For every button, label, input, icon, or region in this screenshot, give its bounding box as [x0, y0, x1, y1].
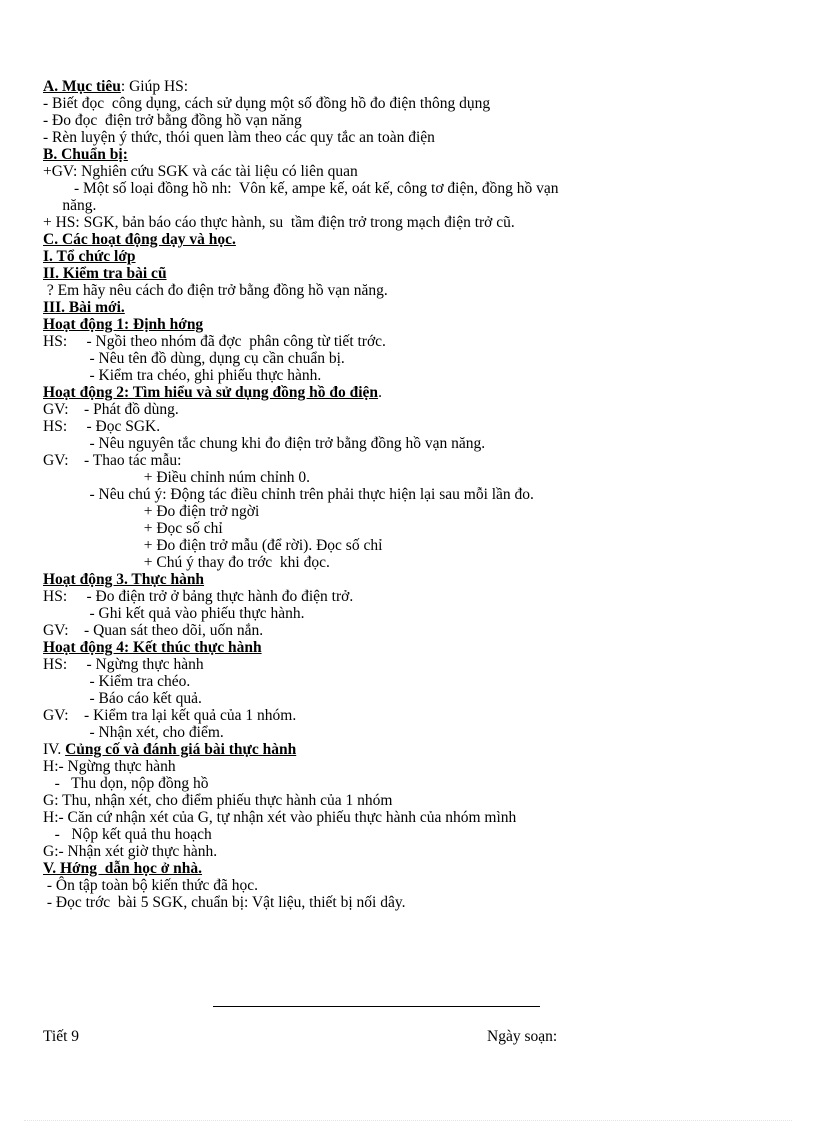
- text-line: [43, 163, 783, 180]
- text-line: [43, 486, 783, 503]
- heading-line: [43, 231, 783, 248]
- text-line: [43, 656, 783, 673]
- document-body: [43, 78, 783, 911]
- text-line: [43, 214, 783, 231]
- line-text: - Một số loại đồng hồ nh: Vôn kế, ampe kế, oát kế, công tơ điện, đồng hồ vạn: [43, 180, 559, 197]
- text-line: [43, 452, 783, 469]
- line-text: - Thu dọn, nộp đồng hồ: [43, 775, 209, 792]
- text-line: [43, 520, 783, 537]
- line-text: .: [378, 384, 382, 401]
- text-line: [43, 197, 783, 214]
- text-line: [43, 129, 783, 146]
- text-line: [43, 180, 783, 197]
- text-line: [43, 775, 783, 792]
- page-bottom-dotted-border: [24, 1120, 792, 1121]
- text-line: [43, 673, 783, 690]
- text-line: [43, 469, 783, 486]
- footer-lesson: Tiết 9: [43, 1028, 80, 1045]
- section-heading: C. Các hoạt động dạy và học.: [43, 231, 236, 248]
- text-line: [43, 367, 783, 384]
- line-text: - Biết đọc công dụng, cách sử dụng một số đồng hồ đo điện thông dụng: [43, 95, 491, 112]
- line-text: GV: - Phát đồ dùng.: [43, 401, 179, 418]
- section-heading: Hoạt động 3. Thực hành: [43, 571, 205, 588]
- text-line: [43, 418, 783, 435]
- text-line: [43, 792, 783, 809]
- text-line: [43, 537, 783, 554]
- text-line: [43, 401, 783, 418]
- line-text: + Đo điện trở mẫu (để rời). Đọc số chỉ: [43, 537, 383, 554]
- section-heading: B. Chuẩn bị:: [43, 146, 128, 163]
- section-heading: V. Hớng dẫn học ở nhà.: [43, 860, 203, 877]
- line-text: HS: - Đo điện trở ở bảng thực hành đo điện trở.: [43, 588, 354, 605]
- text-line: [43, 809, 783, 826]
- section-heading: Hoạt động 1: Định hớng: [43, 316, 204, 333]
- line-text: - Ôn tập toàn bộ kiến thức đã học.: [43, 877, 259, 894]
- line-text: + Đọc số chỉ: [43, 520, 223, 537]
- section-heading: I. Tổ chức lớp: [43, 248, 136, 265]
- text-line: [43, 758, 783, 775]
- text-line: [43, 877, 783, 894]
- page-separator-line: [213, 1006, 540, 1007]
- line-text: + HS: SGK, bản báo cáo thực hành, su tầm điện trở trong mạch điện trở cũ.: [43, 214, 515, 231]
- text-line: [43, 112, 783, 129]
- line-text: - Nêu nguyên tắc chung khi đo điện trở bằng đồng hồ vạn năng.: [43, 435, 486, 452]
- section-heading: II. Kiểm tra bài cũ: [43, 265, 167, 282]
- line-text: + Điều chỉnh núm chỉnh 0.: [43, 469, 311, 486]
- text-line: [43, 622, 783, 639]
- text-line: [43, 724, 783, 741]
- line-text: H:- Căn cứ nhận xét của G, tự nhận xét vào phiếu thực hành của nhóm mình: [43, 809, 517, 826]
- section-heading: III. Bài mới.: [43, 299, 125, 316]
- line-text: - Đọc trớc bài 5 SGK, chuẩn bị: Vật liệu, thiết bị nối dây.: [43, 894, 406, 911]
- section-heading: Hoạt động 4: Kết thúc thực hành: [43, 639, 262, 656]
- line-text: H:- Ngừng thực hành: [43, 758, 176, 775]
- line-text: ? Em hãy nêu cách đo điện trở bằng đồng hồ vạn năng.: [43, 282, 388, 299]
- heading-line: [43, 316, 783, 333]
- text-line: [43, 826, 783, 843]
- line-text: - Nêu chú ý: Động tác điều chỉnh trên phải thực hiện lại sau mỗi lần đo.: [43, 486, 534, 503]
- line-text: - Rèn luyện ý thức, thói quen làm theo các quy tắc an toàn điện: [43, 129, 435, 146]
- line-text: : Giúp HS:: [120, 78, 189, 95]
- heading-line: [43, 265, 783, 282]
- line-prefix: IV.: [43, 741, 66, 758]
- section-heading: A. Mục tiêu: [43, 78, 121, 95]
- line-text: - Nêu tên đồ dùng, dụng cụ cần chuẩn bị.: [43, 350, 345, 367]
- line-text: G: Thu, nhận xét, cho điểm phiếu thực hành của 1 nhóm: [43, 792, 393, 809]
- text-line: [43, 707, 783, 724]
- text-line: [43, 350, 783, 367]
- section-heading: Hoạt động 2: Tìm hiểu và sử dụng đồng hồ đo điện: [43, 384, 379, 401]
- line-text: HS: - Ngồi theo nhóm đã đợc phân công từ tiết trớc.: [43, 333, 386, 350]
- text-line: [43, 588, 783, 605]
- heading-line: [43, 571, 783, 588]
- heading-line: [43, 384, 783, 401]
- text-line: [43, 605, 783, 622]
- text-line: [43, 435, 783, 452]
- line-text: + Đo điện trở ngời: [43, 503, 260, 520]
- text-line: [43, 95, 783, 112]
- line-text: + Chú ý thay đo trớc khi đọc.: [43, 554, 330, 571]
- text-line: [43, 503, 783, 520]
- text-line: [43, 843, 783, 860]
- text-line: [43, 333, 783, 350]
- line-text: GV: - Thao tác mẫu:: [43, 452, 182, 469]
- heading-line: [43, 299, 783, 316]
- text-line: [43, 690, 783, 707]
- section-heading: Củng cố và đánh giá bài thực hành: [65, 741, 297, 758]
- line-text: HS: - Ngừng thực hành: [43, 656, 204, 673]
- line-text: HS: - Đọc SGK.: [43, 418, 161, 435]
- line-text: - Kiểm tra chéo, ghi phiếu thực hành.: [43, 367, 322, 384]
- line-text: - Kiểm tra chéo.: [43, 673, 191, 690]
- line-text: - Đo đọc điện trở bằng đồng hồ vạn năng: [43, 112, 302, 129]
- text-line: [43, 554, 783, 571]
- heading-line: [43, 248, 783, 265]
- heading-line: [43, 741, 783, 758]
- line-text: +GV: Nghiên cứu SGK và các tài liệu có liên quan: [43, 163, 358, 180]
- text-line: [43, 894, 783, 911]
- line-text: - Nhận xét, cho điểm.: [43, 724, 224, 741]
- line-text: - Báo cáo kết quả.: [43, 690, 202, 707]
- line-text: GV: - Quan sát theo dõi, uốn nắn.: [43, 622, 264, 639]
- line-text: - Ghi kết quả vào phiếu thực hành.: [43, 605, 305, 622]
- footer-date-label: Ngày soạn:: [487, 1028, 558, 1045]
- heading-line: [43, 78, 783, 95]
- line-text: GV: - Kiểm tra lại kết quả của 1 nhóm.: [43, 707, 297, 724]
- line-text: G:- Nhận xét giờ thực hành.: [43, 843, 218, 860]
- heading-line: [43, 639, 783, 656]
- line-text: năng.: [43, 197, 97, 214]
- text-line: [43, 282, 783, 299]
- line-text: - Nộp kết quả thu hoạch: [43, 826, 212, 843]
- heading-line: [43, 860, 783, 877]
- heading-line: [43, 146, 783, 163]
